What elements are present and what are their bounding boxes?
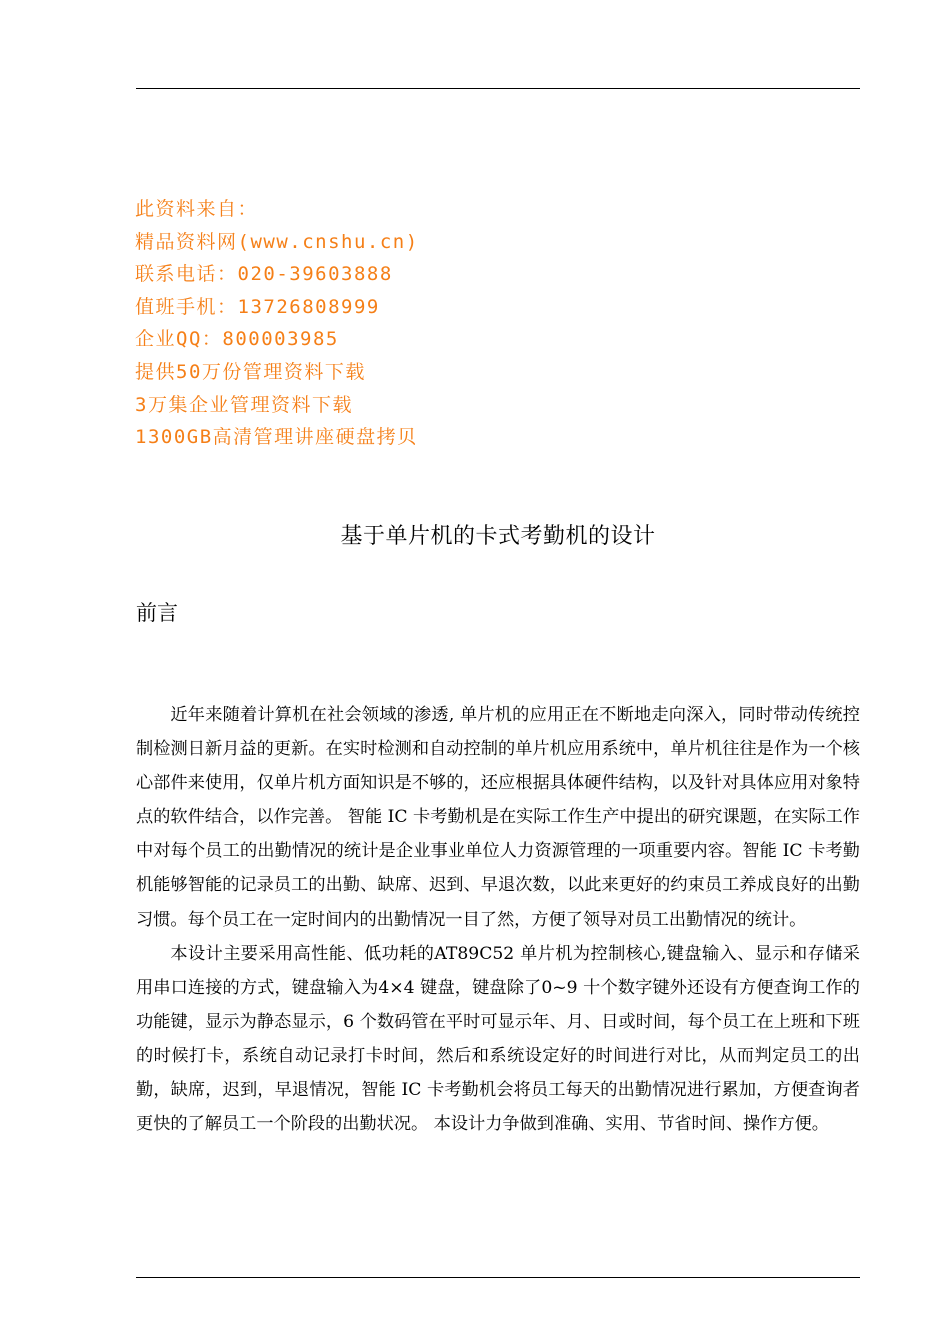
- section-heading: 前言: [136, 601, 178, 625]
- promo-phone-line: 联系电话：020-39603888: [135, 263, 393, 286]
- promo-lecture-line: 1300GB高清管理讲座硬盘拷贝: [135, 426, 418, 449]
- document-title: 基于单片机的卡式考勤机的设计: [340, 524, 656, 549]
- footer-rule: [136, 1277, 860, 1278]
- promo-mobile-line: 值班手机：13726808999: [135, 295, 380, 318]
- promo-website-line: 精品资料网(www.cnshu.cn): [135, 230, 419, 253]
- promo-source-line: 此资料来自：: [135, 198, 259, 220]
- promo-block: [135, 193, 419, 454]
- paragraph: 本设计主要采用高性能、低功耗的AT89C52 单片机为控制核心,键盘输入、显示和存储采用串口连接的方式，键盘输入为4×4 键盘，键盘除了0~9 十个数字键外还设有方便查询工作的功能键，显示为静态显示，6 个数码管在平时可显示年、月、日或时间，每个员工在上班和下班的时候打卡，系统自动记录打卡时间，然后和系统设定好的时间进行对比，从而判定员工的出勤，缺席，迟到，早退情况，智能 IC 卡考勤机会将员工每天的出勤情况进行累加，方便查询者更快的了解员工一个阶段的出勤状况。 本设计力争做到准确、实用、节省时间、操作方便。: [136, 943, 860, 1135]
- promo-qq-line: 企业QQ：800003985: [135, 328, 339, 351]
- paragraph: 近年来随着计算机在社会领域的渗透, 单片机的应用正在不断地走向深入，同时带动传统控制检测日新月益的更新。在实时检测和自动控制的单片机应用系统中，单片机往往是作为一个核心部件来使用，仅单片机方面知识是不够的，还应根据具体硬件结构，以及针对具体应用对象特点的软件结合，以作完善。 智能 IC 卡考勤机是在实际工作生产中提出的研究课题，在实际工作中对每个员工的出勤情况的统计是企业事业单位人力资源管理的一项重要内容。智能 IC 卡考勤机能够智能的记录员工的出勤、缺席、迟到、早退次数，以此来更好的约束员工养成良好的出勤习惯。每个员工在一定时间内的出勤情况一目了然，方便了领导对员工出勤情况的统计。: [136, 705, 860, 930]
- promo-download-line: 提供50万份管理资料下载: [135, 360, 366, 383]
- promo-video-line: 3万集企业管理资料下载: [135, 393, 353, 416]
- header-rule: [136, 88, 860, 89]
- body-text: [136, 698, 860, 1141]
